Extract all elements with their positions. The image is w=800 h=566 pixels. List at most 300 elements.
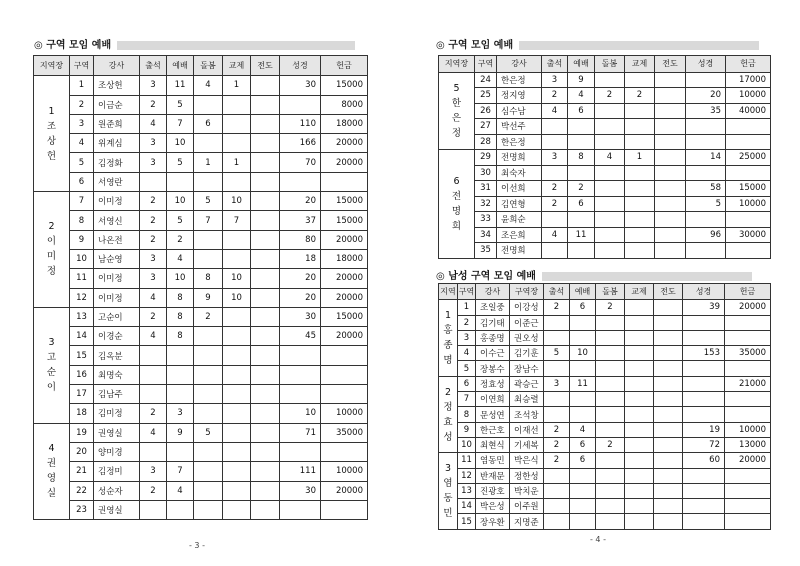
care-value: 9: [194, 288, 223, 307]
column-header: 출석: [544, 284, 570, 300]
fellowship-value: [223, 307, 251, 326]
worship-value: 6: [568, 103, 595, 119]
bible-reading-value: 70: [280, 153, 321, 172]
worship-value: 8: [167, 307, 194, 326]
bible-reading-value: [686, 72, 726, 88]
table-row: [34, 365, 368, 384]
table-row: [439, 196, 771, 212]
column-header: 돌봄: [596, 284, 625, 300]
bible-reading-value: 80: [280, 230, 321, 249]
care-value: [595, 119, 625, 135]
attendance-value: 5: [544, 346, 570, 361]
bible-reading-value: 96: [686, 227, 726, 243]
bible-reading-value: 30: [280, 481, 321, 500]
district-number: 6: [70, 172, 94, 191]
attendance-value: 4: [542, 103, 568, 119]
bible-reading-value: 153: [683, 346, 725, 361]
bible-reading-value: [280, 500, 321, 519]
attendance-value: 4: [140, 327, 167, 346]
evangelism-value: [251, 288, 280, 307]
offering-value: 20000: [321, 481, 368, 500]
offering-value: 18000: [321, 114, 368, 133]
bible-reading-value: 110: [280, 114, 321, 133]
offering-value: [726, 119, 771, 135]
bible-reading-value: 18: [280, 249, 321, 268]
bible-reading-value: 14: [686, 150, 726, 166]
attendance-value: [542, 119, 568, 135]
column-header: 지역장: [439, 56, 475, 73]
evangelism-value: [655, 196, 686, 212]
offering-value: [725, 330, 771, 345]
teacher-name: 조일중: [476, 300, 510, 315]
evangelism-value: [655, 150, 686, 166]
fellowship-value: [625, 165, 655, 181]
bible-reading-value: 30: [280, 307, 321, 326]
district-leader-name: 장남수: [510, 361, 544, 376]
teacher-name: 박선주: [497, 119, 542, 135]
fellowship-value: [223, 442, 251, 461]
fellowship-value: [223, 172, 251, 191]
column-header: 예배: [568, 56, 595, 73]
table-row: [439, 243, 771, 259]
care-value: [596, 422, 625, 437]
care-value: [596, 468, 625, 483]
fellowship-value: [625, 422, 654, 437]
teacher-name: 김정화: [94, 153, 140, 172]
care-value: [596, 315, 625, 330]
bible-reading-value: 30: [280, 76, 321, 95]
table-row: [34, 327, 368, 346]
attendance-value: [542, 243, 568, 259]
column-header: 교제: [625, 284, 654, 300]
bible-reading-value: 60: [683, 453, 725, 468]
care-value: [596, 376, 625, 391]
teacher-name: 서영란: [94, 172, 140, 191]
column-header: 돌봄: [194, 56, 223, 76]
district-number: 15: [70, 346, 94, 365]
evangelism-value: [654, 499, 683, 514]
care-value: [595, 134, 625, 150]
attendance-value: [140, 365, 167, 384]
bible-reading-value: 58: [686, 181, 726, 197]
column-header: 헌금: [725, 284, 771, 300]
district-number: 30: [475, 165, 497, 181]
district-number: 2: [458, 315, 476, 330]
district-number: 33: [475, 212, 497, 228]
bible-reading-value: 37: [280, 211, 321, 230]
bible-reading-value: [686, 165, 726, 181]
teacher-name: 남순영: [94, 249, 140, 268]
evangelism-value: [654, 422, 683, 437]
table-row: [439, 392, 771, 407]
attendance-value: 2: [544, 453, 570, 468]
care-value: [194, 327, 223, 346]
teacher-name: 김정미: [94, 462, 140, 481]
district-number: 3: [458, 330, 476, 345]
bible-reading-value: [683, 376, 725, 391]
evangelism-value: [654, 300, 683, 315]
care-value: 2: [194, 307, 223, 326]
fellowship-value: [625, 483, 654, 498]
offering-value: [321, 500, 368, 519]
offering-value: 35000: [725, 346, 771, 361]
fellowship-value: 10: [223, 288, 251, 307]
offering-value: [726, 165, 771, 181]
evangelism-value: [655, 103, 686, 119]
bible-reading-value: [280, 346, 321, 365]
district-number: 4: [458, 346, 476, 361]
bible-reading-value: 71: [280, 423, 321, 442]
offering-value: [726, 243, 771, 259]
care-value: [194, 172, 223, 191]
district-number: 10: [458, 437, 476, 452]
bible-reading-value: 20: [686, 88, 726, 104]
table-row: [34, 288, 368, 307]
column-header: 출석: [542, 56, 568, 73]
care-value: 8: [194, 269, 223, 288]
evangelism-value: [251, 134, 280, 153]
district-number: 17: [70, 385, 94, 404]
fellowship-value: [625, 514, 654, 529]
bible-reading-value: 166: [280, 134, 321, 153]
table-row: [439, 437, 771, 452]
bible-reading-value: [280, 442, 321, 461]
worship-value: 5: [167, 153, 194, 172]
care-value: [595, 103, 625, 119]
table-row: [439, 212, 771, 228]
district-number: 28: [475, 134, 497, 150]
care-value: [596, 453, 625, 468]
column-header: 성경: [683, 284, 725, 300]
bible-reading-value: [280, 365, 321, 384]
offering-value: 10000: [726, 196, 771, 212]
care-value: [596, 514, 625, 529]
teacher-name: 문성연: [476, 407, 510, 422]
teacher-name: 원준희: [94, 114, 140, 133]
bible-reading-value: 20: [280, 192, 321, 211]
table-row: [439, 165, 771, 181]
evangelism-value: [251, 404, 280, 423]
attendance-value: 2: [544, 300, 570, 315]
attendance-value: 2: [140, 230, 167, 249]
table-row: [439, 483, 771, 498]
district-number: 26: [475, 103, 497, 119]
attendance-value: [140, 385, 167, 404]
evangelism-value: [654, 453, 683, 468]
table-row: [34, 462, 368, 481]
worship-value: 8: [167, 327, 194, 346]
fellowship-value: [625, 72, 655, 88]
district-number: 5: [458, 361, 476, 376]
care-value: [596, 407, 625, 422]
worship-value: 5: [167, 95, 194, 114]
attendance-value: [544, 468, 570, 483]
table-row: [34, 385, 368, 404]
offering-value: [725, 361, 771, 376]
district-number: 12: [70, 288, 94, 307]
district-number: 18: [70, 404, 94, 423]
fellowship-value: [625, 300, 654, 315]
bible-reading-value: 45: [280, 327, 321, 346]
care-value: 2: [596, 437, 625, 452]
care-value: [596, 361, 625, 376]
evangelism-value: [655, 88, 686, 104]
table-row: [439, 453, 771, 468]
bible-reading-value: 35: [686, 103, 726, 119]
evangelism-value: [655, 181, 686, 197]
district-number: 24: [475, 72, 497, 88]
attendance-value: [140, 346, 167, 365]
region-leader-cell: 2 이 미 정: [34, 192, 70, 308]
district-number: 1: [458, 300, 476, 315]
worship-value: 10: [167, 269, 194, 288]
care-value: [595, 212, 625, 228]
attendance-value: 3: [542, 150, 568, 166]
fellowship-value: [625, 181, 655, 197]
attendance-value: 4: [140, 288, 167, 307]
district-table-page4: [438, 55, 771, 259]
fellowship-value: [625, 227, 655, 243]
fellowship-value: [223, 346, 251, 365]
teacher-name: 장봉수: [476, 361, 510, 376]
bible-reading-value: 111: [280, 462, 321, 481]
attendance-value: 3: [544, 376, 570, 391]
fellowship-value: [223, 230, 251, 249]
attendance-value: [140, 172, 167, 191]
region-leader-cell: 1 조 상 헌: [34, 76, 70, 192]
table-row: [439, 227, 771, 243]
header-row: [439, 284, 771, 300]
table-row: [34, 346, 368, 365]
fellowship-value: [625, 499, 654, 514]
care-value: [194, 95, 223, 114]
attendance-value: 2: [140, 481, 167, 500]
fellowship-value: [625, 103, 655, 119]
district-number: 5: [70, 153, 94, 172]
column-header: 성경: [280, 56, 321, 76]
bible-reading-value: [686, 212, 726, 228]
offering-value: [725, 499, 771, 514]
fellowship-value: [625, 330, 654, 345]
offering-value: 30000: [726, 227, 771, 243]
column-header: 강사: [497, 56, 542, 73]
header-row: [439, 56, 771, 73]
offering-value: 21000: [725, 376, 771, 391]
fellowship-value: [223, 481, 251, 500]
district-leader-name: 기세복: [510, 437, 544, 452]
worship-value: [570, 392, 596, 407]
care-value: [596, 346, 625, 361]
attendance-value: 2: [544, 437, 570, 452]
column-header: 돌봄: [595, 56, 625, 73]
offering-value: 15000: [321, 307, 368, 326]
worship-value: [570, 468, 596, 483]
worship-value: [570, 315, 596, 330]
worship-value: 7: [167, 114, 194, 133]
worship-value: [167, 172, 194, 191]
worship-value: [167, 365, 194, 384]
table-row: [439, 150, 771, 166]
fellowship-value: [223, 462, 251, 481]
fellowship-value: [223, 423, 251, 442]
fellowship-value: 1: [625, 150, 655, 166]
district-number: 11: [70, 269, 94, 288]
bible-reading-value: 19: [683, 422, 725, 437]
district-number: 8: [70, 211, 94, 230]
care-value: [194, 442, 223, 461]
table-row: [34, 249, 368, 268]
offering-value: 15000: [321, 192, 368, 211]
offering-value: [725, 315, 771, 330]
teacher-name: 위계심: [94, 134, 140, 153]
district-number: 32: [475, 196, 497, 212]
bible-reading-value: 39: [683, 300, 725, 315]
table-row: [439, 361, 771, 376]
teacher-name: 이금순: [94, 95, 140, 114]
attendance-value: [544, 315, 570, 330]
care-value: 7: [194, 211, 223, 230]
teacher-name: 나온전: [94, 230, 140, 249]
attendance-value: 2: [542, 196, 568, 212]
bible-reading-value: [683, 483, 725, 498]
evangelism-value: [251, 481, 280, 500]
attendance-value: [542, 134, 568, 150]
district-number: 7: [70, 192, 94, 211]
district-number: 8: [458, 407, 476, 422]
region-leader-cell: 3 염 동 민: [439, 453, 458, 529]
table-row: [34, 500, 368, 519]
offering-value: [321, 365, 368, 384]
care-value: 4: [194, 76, 223, 95]
fellowship-value: 10: [223, 269, 251, 288]
fellowship-value: [625, 468, 654, 483]
care-value: 5: [194, 192, 223, 211]
attendance-value: 3: [140, 249, 167, 268]
teacher-name: 박은성: [476, 499, 510, 514]
evangelism-value: [251, 327, 280, 346]
column-header: 지역: [439, 284, 458, 300]
table-row: [439, 346, 771, 361]
care-value: [596, 392, 625, 407]
district-number: 34: [475, 227, 497, 243]
column-header: 전도: [251, 56, 280, 76]
attendance-value: [544, 483, 570, 498]
teacher-name: 한근호: [476, 422, 510, 437]
column-header: 출석: [140, 56, 167, 76]
bible-reading-value: [683, 514, 725, 529]
teacher-name: 김연형: [497, 196, 542, 212]
heading-bar: [117, 41, 355, 50]
evangelism-value: [251, 442, 280, 461]
table-row: [439, 330, 771, 345]
attendance-value: [544, 330, 570, 345]
offering-value: 13000: [725, 437, 771, 452]
attendance-value: 3: [140, 153, 167, 172]
section-heading-page3: ◎ 구역 모임 예배: [34, 36, 355, 50]
worship-value: 10: [167, 134, 194, 153]
bible-reading-value: [686, 134, 726, 150]
attendance-value: [544, 361, 570, 376]
care-value: [595, 227, 625, 243]
column-header: 지역장: [34, 56, 70, 76]
bible-reading-value: [280, 95, 321, 114]
fellowship-value: [625, 392, 654, 407]
teacher-name: 김기태: [476, 315, 510, 330]
district-number: 7: [458, 392, 476, 407]
worship-value: [568, 165, 595, 181]
worship-value: 4: [167, 249, 194, 268]
region-leader-cell: 2 정 효 성: [439, 376, 458, 452]
header-row: [34, 56, 368, 76]
teacher-name: 이미정: [94, 269, 140, 288]
column-header: 예배: [167, 56, 194, 76]
care-value: [194, 249, 223, 268]
offering-value: [321, 346, 368, 365]
teacher-name: 염동민: [476, 453, 510, 468]
offering-value: 10000: [726, 88, 771, 104]
district-table-page3: [33, 55, 368, 520]
care-value: [596, 330, 625, 345]
bible-reading-value: [683, 330, 725, 345]
worship-value: [570, 514, 596, 529]
teacher-name: 이수근: [476, 346, 510, 361]
teacher-name: 조상헌: [94, 76, 140, 95]
worship-value: [570, 407, 596, 422]
district-leader-name: 정한성: [510, 468, 544, 483]
fellowship-value: [625, 453, 654, 468]
evangelism-value: [251, 269, 280, 288]
district-leader-name: 박치운: [510, 483, 544, 498]
column-header: 구역: [475, 56, 497, 73]
bible-reading-value: [683, 361, 725, 376]
attendance-value: 2: [140, 404, 167, 423]
bible-reading-value: 20: [280, 288, 321, 307]
attendance-value: 3: [140, 76, 167, 95]
care-value: 2: [595, 88, 625, 104]
worship-value: [570, 361, 596, 376]
table-row: [439, 88, 771, 104]
district-number: 13: [70, 307, 94, 326]
table-row: [34, 269, 368, 288]
teacher-name: 김옥분: [94, 346, 140, 365]
district-number: 14: [458, 499, 476, 514]
care-value: [596, 483, 625, 498]
attendance-value: [544, 407, 570, 422]
column-header: 구역: [458, 284, 476, 300]
evangelism-value: [251, 95, 280, 114]
teacher-name: 윤희순: [497, 212, 542, 228]
bible-reading-value: [683, 407, 725, 422]
worship-value: 4: [568, 88, 595, 104]
fellowship-value: 1: [223, 153, 251, 172]
teacher-name: 이미정: [94, 192, 140, 211]
bible-reading-value: 72: [683, 437, 725, 452]
column-header: 구역: [70, 56, 94, 76]
fellowship-value: [223, 95, 251, 114]
offering-value: 20000: [321, 134, 368, 153]
district-number: 27: [475, 119, 497, 135]
evangelism-value: [655, 134, 686, 150]
care-value: [595, 196, 625, 212]
teacher-name: 김남주: [94, 385, 140, 404]
worship-value: 11: [568, 227, 595, 243]
teacher-name: 정효성: [476, 376, 510, 391]
table-row: [439, 315, 771, 330]
page-number: - 4 -: [590, 535, 606, 544]
district-leader-name: 김기훈: [510, 346, 544, 361]
offering-value: [725, 407, 771, 422]
teacher-name: 최현식: [476, 437, 510, 452]
